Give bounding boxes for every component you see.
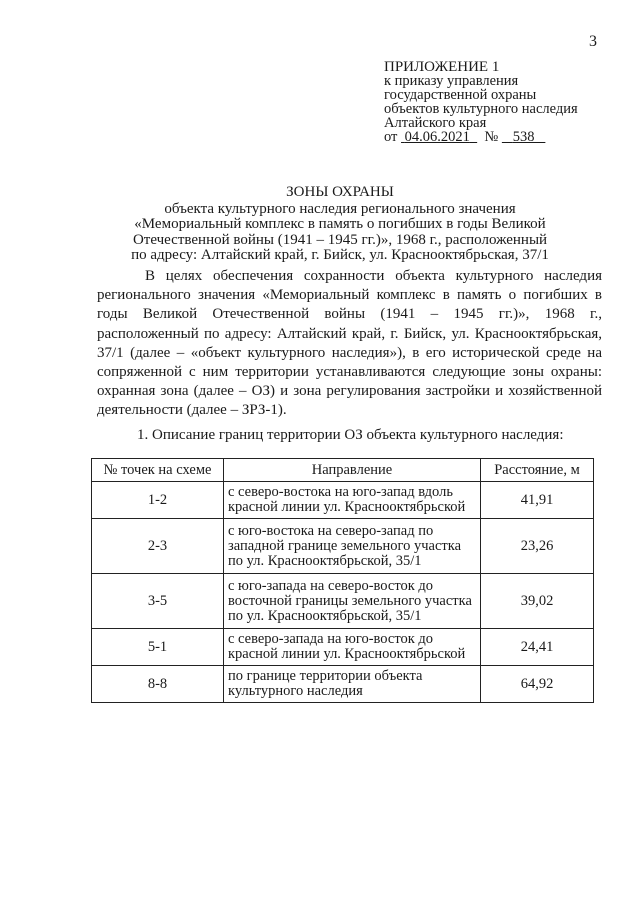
header-points: № точек на схеме — [92, 459, 224, 482]
order-number: 538 — [512, 129, 535, 145]
cell-distance: 39,02 — [481, 574, 594, 629]
title-main: ЗОНЫ ОХРАНЫ — [286, 184, 394, 200]
cell-direction: с юго-запада на северо-восток до восточной границы земельного участка по ул. Краснооктябрьской, 35/1 — [224, 574, 481, 629]
order-number-sign: № — [484, 129, 499, 145]
page-number: 3 — [589, 33, 597, 50]
cell-direction: с северо-запада на юго-восток до красной линии ул. Краснооктябрьской — [224, 629, 481, 666]
appendix-line: Алтайского края — [384, 115, 487, 131]
appendix-line: к приказу управления — [384, 73, 519, 89]
appendix-block — [384, 60, 578, 144]
order-line — [384, 130, 578, 144]
table-caption: 1. Описание границ территории ОЗ объекта культурного наследия: — [137, 427, 564, 443]
title-line: объекта культурного наследия регионального значения — [164, 200, 516, 217]
appendix-line: государственной охраны — [384, 87, 537, 103]
appendix-heading: ПРИЛОЖЕНИЕ 1 — [384, 59, 500, 75]
document-title — [130, 185, 550, 264]
boundaries-table — [91, 458, 594, 703]
appendix-line: объектов культурного наследия — [384, 101, 578, 117]
cell-points: 1-2 — [92, 482, 224, 519]
table-row — [92, 574, 594, 629]
cell-distance: 41,91 — [481, 482, 594, 519]
table-row — [92, 519, 594, 574]
cell-points: 2-3 — [92, 519, 224, 574]
cell-distance: 24,41 — [481, 629, 594, 666]
cell-direction: по границе территории объекта культурного наследия — [224, 666, 481, 703]
table-row — [92, 482, 594, 519]
order-prefix: от — [384, 129, 398, 145]
order-date: 04.06.2021 — [404, 129, 470, 145]
cell-direction: с северо-востока на юго-запад вдоль красной линии ул. Краснооктябрьской — [224, 482, 481, 519]
cell-points: 8-8 — [92, 666, 224, 703]
table-row — [92, 666, 594, 703]
table-header-row — [92, 459, 594, 482]
title-line: по адресу: Алтайский край, г. Бийск, ул. Краснооктябрьская, 37/1 — [131, 247, 549, 263]
cell-direction: с юго-востока на северо-запад по западной границе земельного участка по ул. Краснооктябрьской, 35/1 — [224, 519, 481, 574]
cell-points: 3-5 — [92, 574, 224, 629]
cell-distance: 64,92 — [481, 666, 594, 703]
title-line: Отечественной войны (1941 – 1945 гг.)», 1968 г., расположенный — [132, 231, 548, 248]
body-paragraph: В целях обеспечения сохранности объекта культурного наследия регионального значения «Мемориальный комплекс в память о погибших в годы Великой Отечественной войны (1941 – 1945 гг.)», 1968 г., расположенный по адресу: Алтайский край, г. Бийск, ул. Краснооктябрьская, 37/1 (далее – «объект культурного наследия»), в его исторической среде на сопряженной с ним территории устанавливаются следующие зоны охраны: охранная зона (далее – ОЗ) и зона регулирования застройки и хозяйственной деятельности (далее – ЗРЗ-1). — [97, 268, 602, 419]
cell-points: 5-1 — [92, 629, 224, 666]
title-line: «Мемориальный комплекс в память о погибших в годы Великой — [134, 216, 546, 232]
header-direction: Направление — [224, 459, 481, 482]
cell-distance: 23,26 — [481, 519, 594, 574]
header-distance: Расстояние, м — [481, 459, 594, 482]
table-row — [92, 629, 594, 666]
